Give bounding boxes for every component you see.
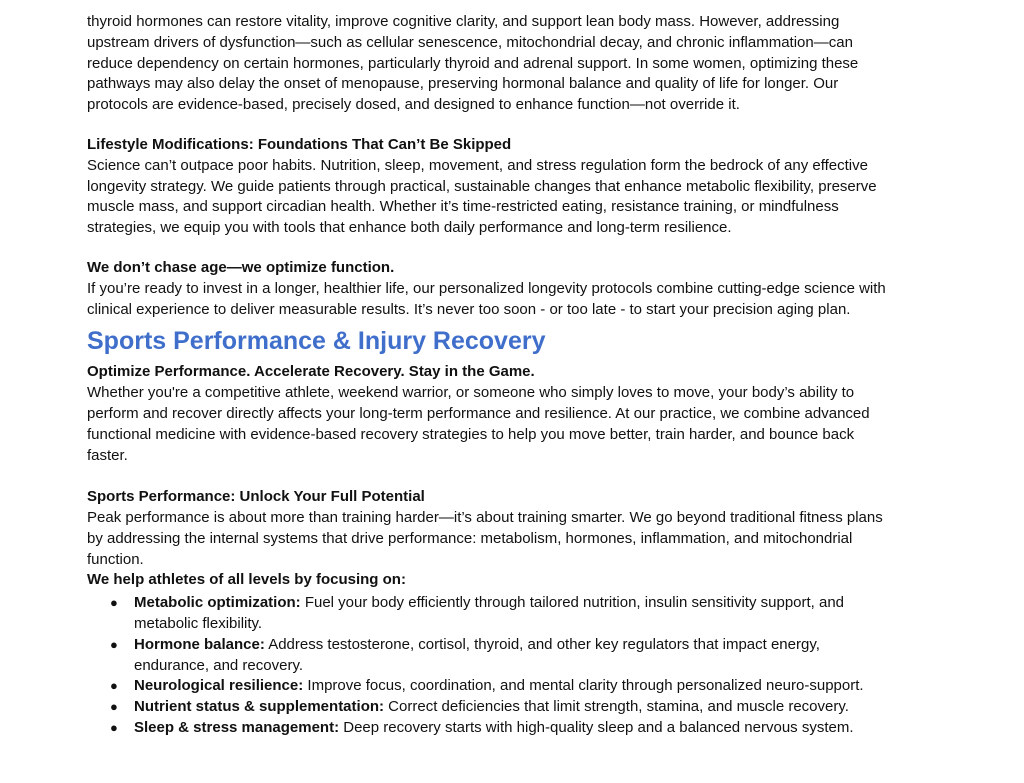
- list-item-term: Metabolic optimization:: [134, 594, 301, 612]
- sports-section-title: Sports Performance & Injury Recovery: [87, 327, 546, 356]
- list-item-term: Neurological resilience:: [134, 677, 304, 695]
- list-item-text: Deep recovery starts with high-quality sleep and a balanced nervous system.: [339, 718, 854, 736]
- bullet-icon: ●: [110, 595, 118, 611]
- list-item-text: metabolic flexibility.: [134, 614, 263, 632]
- sports-intro-line: functional medicine with evidence-based recovery strategies to help you move better, train harder, and bounce back: [87, 425, 855, 443]
- intro-line: upstream drivers of dysfunction—such as cellular senescence, mitochondrial decay, and chronic inflammation—can: [87, 33, 853, 51]
- list-item-text: Address testosterone, cortisol, thyroid, and other key regulators that impact energy,: [264, 635, 820, 653]
- intro-line: reduce dependency on certain hormones, particularly thyroid and adrenal support. In some women, optimizing these: [87, 54, 859, 72]
- blank-line: [87, 466, 947, 487]
- performance-paragraph: [87, 487, 947, 591]
- lifestyle-line: longevity strategy. We guide patients through practical, sustainable changes that enhance metabolic flexibility, preserve: [87, 177, 877, 195]
- optimize-line: clinical experience to deliver measurable results. It’s never too soon - or too late - to start your precision aging plan.: [87, 300, 851, 318]
- optimize-paragraph: [87, 258, 947, 320]
- lifestyle-heading: Lifestyle Modifications: Foundations That Can’t Be Skipped: [87, 135, 512, 153]
- bullet-icon: ●: [110, 719, 118, 735]
- optimize-heading: We don’t chase age—we optimize function.: [87, 258, 395, 276]
- list-item-term: Sleep & stress management:: [134, 718, 340, 736]
- list-item: [110, 593, 947, 635]
- intro-line: protocols are evidence-based, precisely dosed, and designed to enhance function—not override it.: [87, 96, 740, 114]
- sports-intro-line: perform and recover directly affects your long-term performance and resilience. At our practice, we combine advanced: [87, 404, 870, 422]
- bullet-icon: ●: [110, 678, 118, 694]
- performance-line: by addressing the internal systems that drive performance: metabolism, hormones, inflammation, and mitochondrial: [87, 529, 853, 547]
- optimize-line: If you’re ready to invest in a longer, healthier life, our personalized longevity protocols combine cutting-edge science with: [87, 279, 886, 297]
- bullet-icon: ●: [110, 699, 118, 715]
- list-item-text: Improve focus, coordination, and mental clarity through personalized neuro-support.: [303, 677, 864, 695]
- list-item-term: Hormone balance:: [134, 635, 265, 653]
- benefits-list: [87, 593, 947, 739]
- document-page: [87, 12, 947, 739]
- bullet-icon: ●: [110, 636, 118, 652]
- lifestyle-line: muscle mass, and support circadian health. Whether it’s time-restricted eating, resistance training, or mindfulness: [87, 198, 839, 216]
- list-item: [110, 718, 947, 739]
- list-item-term: Nutrient status & supplementation:: [134, 698, 385, 716]
- sports-intro-paragraph: [87, 362, 947, 466]
- list-item: [110, 676, 947, 697]
- list-item-text: Correct deficiencies that limit strength, stamina, and muscle recovery.: [384, 698, 849, 716]
- list-item: [110, 697, 947, 718]
- sports-intro-line: Whether you're a competitive athlete, weekend warrior, or someone who simply loves to move, your body’s ability to: [87, 384, 855, 402]
- intro-line: thyroid hormones can restore vitality, improve cognitive clarity, and support lean body mass. However, addressing: [87, 13, 840, 30]
- lifestyle-paragraph: [87, 135, 947, 239]
- sports-tagline: Optimize Performance. Accelerate Recovery. Stay in the Game.: [87, 363, 535, 381]
- performance-line: Peak performance is about more than training harder—it’s about training smarter. We go beyond traditional fitness plans: [87, 508, 883, 526]
- intro-line: pathways may also delay the onset of menopause, preserving hormonal balance and quality of life for longer. Our: [87, 75, 839, 93]
- list-item-text: endurance, and recovery.: [134, 656, 303, 674]
- lifestyle-line: strategies, we equip you with tools that enhance both daily performance and long-term resilience.: [87, 219, 732, 237]
- intro-paragraph: [87, 12, 947, 116]
- lifestyle-line: Science can’t outpace poor habits. Nutrition, sleep, movement, and stress regulation form the bedrock of any effective: [87, 156, 868, 174]
- performance-line: function.: [87, 550, 144, 568]
- sports-intro-line: faster.: [87, 446, 128, 464]
- list-intro: We help athletes of all levels by focusing on:: [87, 571, 406, 589]
- list-item-text: Fuel your body efficiently through tailored nutrition, insulin sensitivity support, and: [300, 594, 845, 612]
- performance-heading: Sports Performance: Unlock Your Full Potential: [87, 488, 425, 506]
- list-item: [110, 635, 947, 677]
